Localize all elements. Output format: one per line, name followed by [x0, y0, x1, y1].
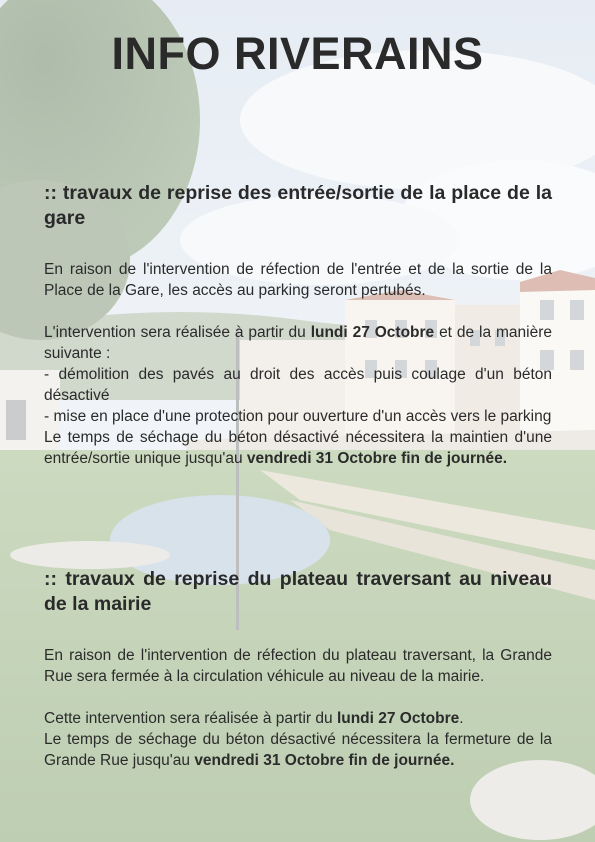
list-item: - mise en place d'une protection pour ouverture d'un accès vers le parking: [44, 408, 552, 425]
paragraph: En raison de l'intervention de réfection du plateau traversant, la Grande Rue sera fermée à la circulation véhicule au niveau de la mairie.: [44, 647, 552, 685]
paragraph: Cette intervention sera réalisée à partir du lundi 27 Octobre.: [44, 710, 464, 727]
date-start: lundi 27 Octobre: [336, 710, 460, 727]
date-start: lundi 27 Octobre: [310, 324, 435, 341]
section-gare: [44, 181, 552, 469]
section-heading: :: travaux de reprise des entrée/sortie de la place de la gare: [44, 182, 552, 229]
list-item: - démolition des pavés au droit des accès puis coulage d'un béton désactivé: [44, 366, 552, 404]
section-mairie: [44, 567, 552, 771]
page-title: INFO RIVERAINS: [111, 28, 484, 79]
paragraph: Le temps de séchage du béton désactivé nécessitera la fermeture de la Grande Rue jusqu'au vendredi 31 Octobre fin de journée.: [44, 731, 552, 769]
paragraph: L'intervention sera réalisée à partir du lundi 27 Octobre et de la manière suivante :: [44, 324, 552, 362]
date-end: vendredi 31 Octobre fin de journée.: [194, 752, 455, 769]
paragraph: En raison de l'intervention de réfection de l'entrée et de la sortie de la Place de la Gare, les accès au parking seront pertubés.: [44, 261, 552, 299]
date-end: vendredi 31 Octobre fin de journée.: [246, 450, 508, 467]
section-heading: :: travaux de reprise du plateau traversant au niveau de la mairie: [44, 568, 552, 615]
paragraph: Le temps de séchage du béton désactivé nécessitera la maintien d'une entrée/sortie unique jusqu'au vendredi 31 Octobre fin de journée.: [44, 429, 552, 467]
